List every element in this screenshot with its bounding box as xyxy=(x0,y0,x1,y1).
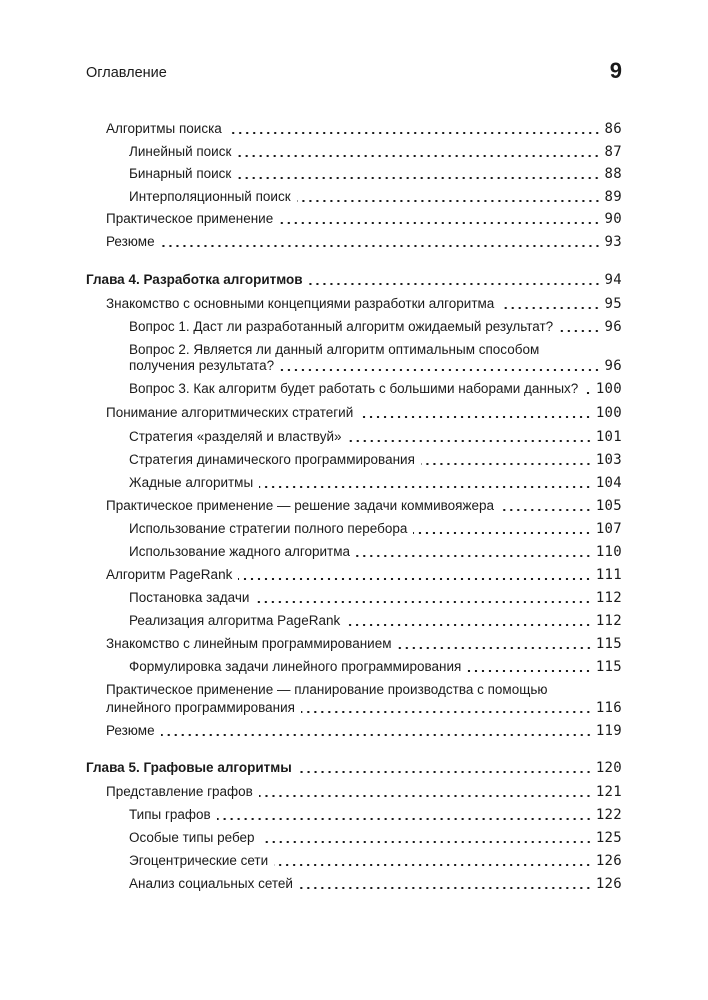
toc-entry[interactable] xyxy=(129,588,622,608)
toc-entry-title: Понимание алгоритмических стратегий xyxy=(106,405,354,420)
dot-leader xyxy=(237,155,600,157)
toc-entry-page: 112 xyxy=(595,590,622,606)
toc-entry[interactable] xyxy=(106,496,622,516)
dot-leader xyxy=(259,795,592,797)
toc-entry-page: 87 xyxy=(604,144,622,160)
dot-leader xyxy=(279,222,600,224)
toc-entry-title: Практическое применение xyxy=(106,211,274,226)
dot-leader xyxy=(584,392,592,394)
dot-leader xyxy=(255,601,591,603)
toc-entry-title: Использование жадного алгоритма xyxy=(129,544,351,559)
toc-entry-page: 95 xyxy=(604,296,622,312)
toc-entry-page: 115 xyxy=(595,659,622,675)
toc-entry-title: Знакомство с основными концепциями разработки алгоритма xyxy=(106,296,495,311)
toc-entry[interactable] xyxy=(129,611,622,631)
toc-chapter-title: Глава 5. Графовые алгоритмы xyxy=(86,760,292,775)
toc-entry-title: Практическое применение — решение задачи коммивояжера xyxy=(106,498,495,513)
toc-entry-page: 111 xyxy=(595,567,622,583)
toc-entry[interactable] xyxy=(129,164,622,184)
toc-entry[interactable] xyxy=(129,450,622,470)
toc-entry[interactable] xyxy=(129,519,622,539)
toc-entry-title: Постановка задачи xyxy=(129,590,250,605)
toc-entry[interactable] xyxy=(129,142,622,162)
dot-leader xyxy=(161,734,592,736)
toc-entry-page: 104 xyxy=(595,475,622,491)
dot-leader xyxy=(348,440,592,442)
toc-entry-page: 100 xyxy=(595,405,622,421)
toc-entry-page: 115 xyxy=(595,636,622,652)
toc-entry-title: Типы графов xyxy=(129,807,211,822)
dot-leader xyxy=(359,416,592,418)
toc-entry[interactable] xyxy=(129,356,622,376)
toc-entry[interactable] xyxy=(129,427,622,447)
toc-entry-page: 86 xyxy=(604,121,622,137)
toc-entry-page: 116 xyxy=(595,700,622,716)
toc-entry[interactable] xyxy=(129,473,622,493)
toc-entry-title: Особые типы ребер xyxy=(129,830,255,845)
toc-entry-title: Жадные алгоритмы xyxy=(129,475,254,490)
toc-entry-title: получения результата? xyxy=(129,358,275,373)
dot-leader xyxy=(298,771,592,773)
dot-leader xyxy=(301,711,592,713)
toc-entry-page: 88 xyxy=(604,166,622,182)
toc-entry-title: Резюме xyxy=(106,234,155,249)
toc-entry-title: Анализ социальных сетей xyxy=(129,876,293,891)
dot-leader xyxy=(559,330,600,332)
toc-entry[interactable] xyxy=(129,851,622,871)
toc-entry-title: Стратегия динамического программирования xyxy=(129,452,415,467)
dot-leader xyxy=(217,818,592,820)
toc-entry[interactable] xyxy=(129,187,622,207)
toc-entry[interactable] xyxy=(106,119,622,139)
running-header-title: Оглавление xyxy=(86,65,167,81)
toc-entry-page: 112 xyxy=(595,613,622,629)
dot-leader xyxy=(261,841,592,843)
toc-entry-title: Вопрос 3. Как алгоритм будет работать с большими наборами данных? xyxy=(129,381,579,396)
toc-entry[interactable] xyxy=(106,209,622,229)
toc-entry-title: Эгоцентрические сети xyxy=(129,853,269,868)
dot-leader xyxy=(398,647,592,649)
toc-entry[interactable] xyxy=(129,828,622,848)
dot-leader xyxy=(297,200,601,202)
toc-entry-page: 119 xyxy=(595,723,622,739)
toc-entry[interactable] xyxy=(129,657,622,677)
toc-entry-page: 125 xyxy=(595,830,622,846)
toc-entry-page: 105 xyxy=(595,498,622,514)
dot-leader xyxy=(309,283,601,285)
toc-entry-page: 89 xyxy=(604,189,622,205)
toc-entry-page: 110 xyxy=(595,544,622,560)
toc-entry-title: Резюме xyxy=(106,723,155,738)
dot-leader xyxy=(274,864,592,866)
toc-entry-page: 120 xyxy=(595,760,622,776)
dot-leader xyxy=(259,486,592,488)
toc-entry[interactable] xyxy=(129,379,622,399)
page-number: 9 xyxy=(609,58,622,83)
toc-entry-title: Представление графов xyxy=(106,784,253,799)
dot-leader xyxy=(161,245,601,247)
dot-leader xyxy=(238,578,591,580)
toc-entry-page: 96 xyxy=(604,358,622,374)
toc-entry-title: Формулировка задачи линейного программирования xyxy=(129,659,462,674)
toc-entry-page: 121 xyxy=(595,784,622,800)
toc-entry-title: Алгоритмы поиска xyxy=(106,121,222,136)
dot-leader xyxy=(500,307,600,309)
dot-leader xyxy=(467,670,591,672)
toc-entry-title: Вопрос 1. Даст ли разработанный алгоритм ожидаемый результат? xyxy=(129,319,554,334)
toc-chapter-entry[interactable] xyxy=(86,270,622,290)
toc-entry-title: Знакомство с линейным программированием xyxy=(106,636,392,651)
toc-entry-page: 90 xyxy=(604,211,622,227)
dot-leader xyxy=(299,887,592,889)
toc-entry[interactable] xyxy=(106,721,622,741)
dot-leader xyxy=(500,509,592,511)
toc-entry[interactable] xyxy=(106,565,622,585)
toc-entry-title: Использование стратегии полного перебора xyxy=(129,521,408,536)
toc-entry[interactable] xyxy=(106,294,622,314)
toc-entry-page: 100 xyxy=(595,381,622,397)
dot-leader xyxy=(346,624,592,626)
toc-chapter-title: Глава 4. Разработка алгоритмов xyxy=(86,272,303,287)
toc-entry[interactable] xyxy=(106,634,622,654)
toc-entry[interactable] xyxy=(129,542,622,562)
dot-leader xyxy=(421,463,592,465)
toc-entry-title: Стратегия «разделяй и властвуй» xyxy=(129,429,342,444)
toc-entry-title: Реализация алгоритма PageRank xyxy=(129,613,341,628)
toc-entry-title-first-line: Вопрос 2. Является ли данный алгоритм оптимальным способом xyxy=(129,342,540,357)
toc-entry-page: 101 xyxy=(595,429,622,445)
toc-entry[interactable] xyxy=(129,874,622,894)
toc-entry[interactable] xyxy=(106,403,622,423)
toc-entry-page: 96 xyxy=(604,319,622,335)
toc-entry-title: Линейный поиск xyxy=(129,144,232,159)
dot-leader xyxy=(280,369,600,371)
toc-entry-page: 94 xyxy=(604,272,622,288)
toc-entry-page: 103 xyxy=(595,452,622,468)
toc-entry-page: 126 xyxy=(595,853,622,869)
toc-entry-title: Интерполяционный поиск xyxy=(129,189,291,204)
toc-entry-page: 122 xyxy=(595,807,622,823)
toc-entry-title-first-line: Практическое применение — планирование производства с помощью xyxy=(106,682,548,697)
toc-entry-page: 93 xyxy=(604,234,622,250)
toc-entry-page: 126 xyxy=(595,876,622,892)
toc-entry[interactable] xyxy=(129,805,622,825)
dot-leader xyxy=(237,177,600,179)
toc-entry-page: 107 xyxy=(595,521,622,537)
toc-entry[interactable] xyxy=(106,698,622,718)
toc-entry-title: Бинарный поиск xyxy=(129,166,232,181)
dot-leader xyxy=(228,132,601,134)
dot-leader xyxy=(356,555,592,557)
toc-entry-title: линейного программирования xyxy=(106,700,295,715)
toc-entry-title: Алгоритм PageRank xyxy=(106,567,233,582)
dot-leader xyxy=(413,532,591,534)
toc-chapter-entry[interactable] xyxy=(86,758,622,778)
toc-entry[interactable] xyxy=(129,317,622,337)
toc-entry[interactable] xyxy=(106,782,622,802)
toc-entry[interactable] xyxy=(106,232,622,252)
